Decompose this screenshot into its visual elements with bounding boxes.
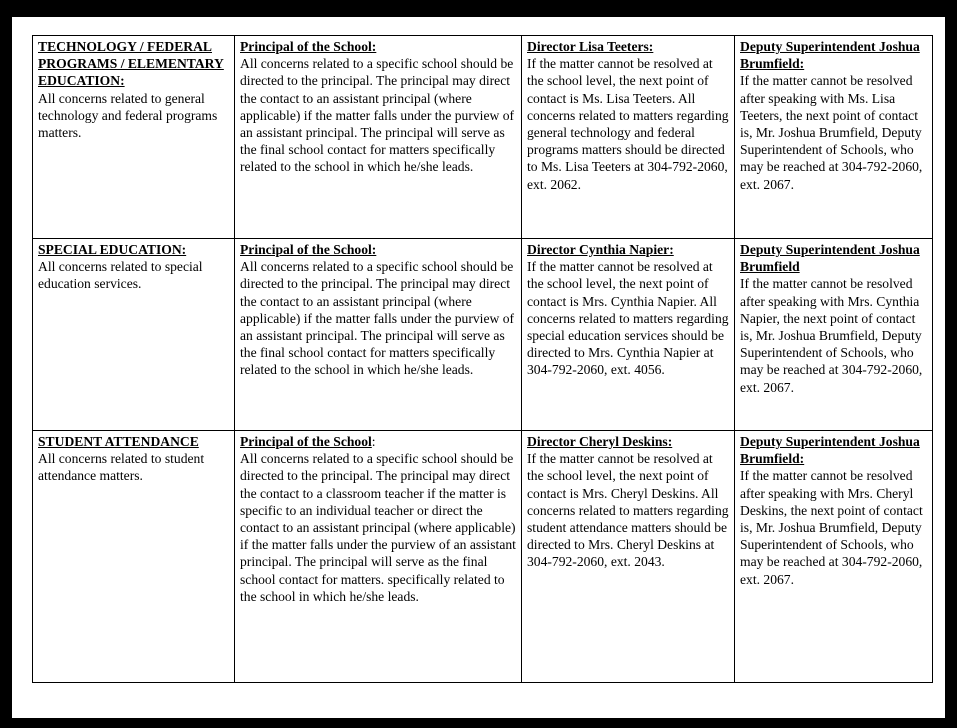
director-heading: Director Cheryl Deskins:: [527, 434, 673, 449]
table-row-special-education: [33, 239, 933, 431]
principal-heading: Principal of the School: [240, 434, 372, 449]
category-text: All concerns related to student attendance matters.: [38, 451, 205, 484]
deputy-cell: [735, 36, 933, 239]
deputy-heading: Deputy Superintendent Joshua Brumfield: [740, 242, 920, 275]
deputy-heading: Deputy Superintendent Joshua Brumfield:: [740, 39, 920, 72]
principal-cell: [235, 239, 522, 431]
director-cell: [522, 431, 735, 683]
deputy-cell: [735, 431, 933, 683]
principal-heading-line: [240, 433, 516, 450]
director-cell: [522, 239, 735, 431]
category-cell: [33, 431, 235, 683]
deputy-cell: [735, 239, 933, 431]
principal-text: All concerns related to a specific school should be directed to the principal. The principal may direct the contact to an assistant principal (where applicable) if the matter falls under the purview of an assistant principal. The principal will serve as the final school contact for matters specifically related to the school in which he/she leads.: [240, 56, 515, 175]
director-text: If the matter cannot be resolved at the school level, the next point of contact is Ms. Lisa Teeters. All concerns related to matters regarding general technology and federal programs matters should be directed to Ms. Lisa Teeters at 304-792-2060, ext. 2062.: [527, 56, 729, 192]
director-text: If the matter cannot be resolved at the school level, the next point of contact is Mrs. Cynthia Napier. All concerns related to matters regarding special education services should be directed to Mrs. Cynthia Napier at 304-792-2060, ext. 4056.: [527, 259, 729, 378]
category-text: All concerns related to general technology and federal programs matters.: [38, 90, 218, 141]
category-text: All concerns related to special education services.: [38, 259, 203, 292]
principal-text: All concerns related to a specific school should be directed to the principal. The principal may direct the contact to a classroom teacher if the matter is specific to an individual teacher or direct the contact to an assistant principal (where applicable) if the matter falls under the purview of an assistant principal. The principal will serve as the final school contact for matters. specifically related to the school in which he/she leads.: [240, 451, 516, 604]
principal-cell: [235, 431, 522, 683]
table-row-student-attendance: [33, 431, 933, 683]
category-heading: SPECIAL EDUCATION:: [38, 242, 187, 257]
director-text: If the matter cannot be resolved at the school level, the next point of contact is Mrs. Cheryl Deskins. All concerns related to matters regarding student attendance matters should be directed to Mrs. Cheryl Deskins at 304-792-2060, ext. 2043.: [527, 451, 729, 570]
category-cell: [33, 36, 235, 239]
director-heading: Director Cynthia Napier:: [527, 242, 674, 257]
category-heading: TECHNOLOGY / FEDERAL PROGRAMS / ELEMENTARY EDUCATION:: [38, 39, 224, 89]
deputy-text: If the matter cannot be resolved after speaking with Ms. Lisa Teeters, the next point of contact is, Mr. Joshua Brumfield, Deputy Superintendent of Schools, who may be reached at 304-792-2060, ext. 2067.: [740, 73, 923, 192]
page-content: [24, 27, 933, 690]
principal-heading-suffix: :: [371, 434, 376, 449]
category-cell: [33, 239, 235, 431]
contact-escalation-table: [32, 35, 933, 683]
director-cell: [522, 36, 735, 239]
deputy-heading: Deputy Superintendent Joshua Brumfield:: [740, 434, 920, 467]
deputy-text: If the matter cannot be resolved after speaking with Mrs. Cynthia Napier, the next point of contact is, Mr. Joshua Brumfield, Deputy Superintendent of Schools, who may be reached at 304-792-2060, ext. 2067.: [740, 276, 923, 395]
principal-cell: [235, 36, 522, 239]
principal-heading: Principal of the School:: [240, 39, 377, 54]
deputy-text: If the matter cannot be resolved after speaking with Mrs. Cheryl Deskins, the next point of contact is, Mr. Joshua Brumfield, Deputy Superintendent of Schools, who may be reached at 304-792-2060, ext. 2067.: [740, 468, 923, 587]
director-heading: Director Lisa Teeters:: [527, 39, 654, 54]
principal-heading: Principal of the School:: [240, 242, 377, 257]
table-row-technology: [33, 36, 933, 239]
principal-text: All concerns related to a specific school should be directed to the principal. The principal may direct the contact to an assistant principal (where applicable) if the matter falls under the purview of an assistant principal. The principal will serve as the final school contact for matters specifically related to the school in which he/she leads.: [240, 259, 515, 378]
category-heading: STUDENT ATTENDANCE: [38, 434, 199, 449]
